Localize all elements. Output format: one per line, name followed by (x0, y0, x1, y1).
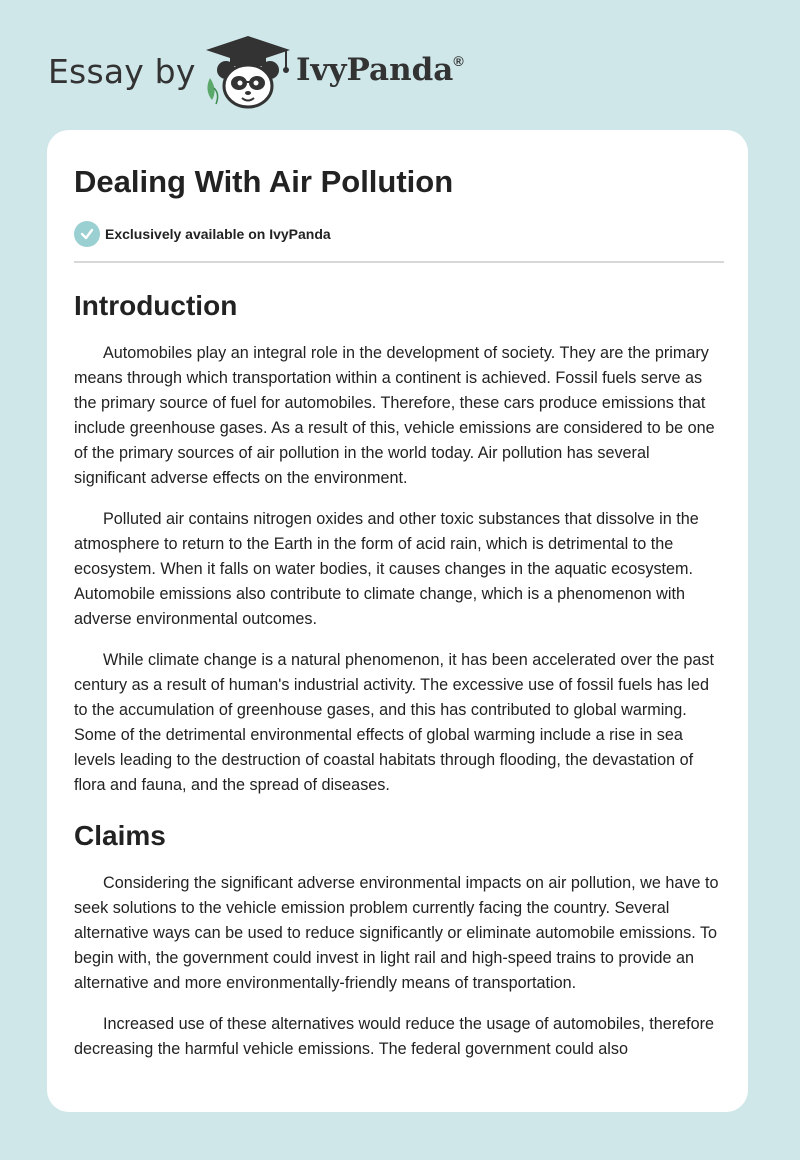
panda-graduate-icon (202, 34, 294, 110)
exclusive-badge-label: Exclusively available on IvyPanda (105, 226, 331, 242)
paragraph: Considering the significant adverse environmental impacts on air pollution, we have to seek solutions to the vehicle emission problem currently facing the country. Several alternative ways can be used to reduce significantly or eliminate automobile emissions. To begin with, the government could invest in light rail and high-speed trains to provide an alternative and more environmentally-friendly means of transportation. (74, 874, 719, 992)
exclusive-badge (74, 221, 331, 247)
paragraph: While climate change is a natural phenomenon, it has been accelerated over the past century as a result of human's industrial activity. The excessive use of fossil fuels has led to the accumulation of greenhouse gases, and this has contributed to global warming. Some of the detrimental environmental effects of global warming include a rise in sea levels leading to the destruction of coastal habitats through flooding, the devastation of flora and fauna, and the spread of diseases. (74, 651, 714, 794)
title-divider (74, 261, 724, 263)
paragraph: Automobiles play an integral role in the development of society. They are the primary means through which transportation within a continent is achieved. Fossil fuels serve as the primary source of fuel for automobiles. Therefore, these cars produce emissions that include greenhouse gases. As a result of this, vehicle emissions are considered to be one of the primary sources of air pollution in the world today. Air pollution has several significant adverse effects on the environment. (74, 344, 715, 487)
essay-by-label: Essay by (48, 52, 196, 91)
paragraph: Increased use of these alternatives would reduce the usage of automobiles, therefore decreasing the harmful vehicle emissions. The federal government could also (74, 1015, 715, 1058)
site-header (48, 34, 648, 114)
section-heading-claims: Claims (74, 820, 166, 851)
check-icon (74, 221, 100, 247)
paragraph: Polluted air contains nitrogen oxides and other toxic substances that dissolve in the atmosphere to return to the Earth in the form of acid rain, which is detrimental to the ecosystem. When it falls on water bodies, it causes changes in the aquatic ecosystem. Automobile emissions also contribute to climate change, which is a phenomenon with adverse environmental outcomes. (74, 510, 699, 628)
essay-card (47, 130, 748, 1112)
brand-name: IvyPanda® (296, 52, 464, 88)
section-heading-introduction: Introduction (74, 290, 238, 321)
page-title: Dealing With Air Pollution (74, 164, 454, 199)
essay-body (74, 280, 724, 1078)
